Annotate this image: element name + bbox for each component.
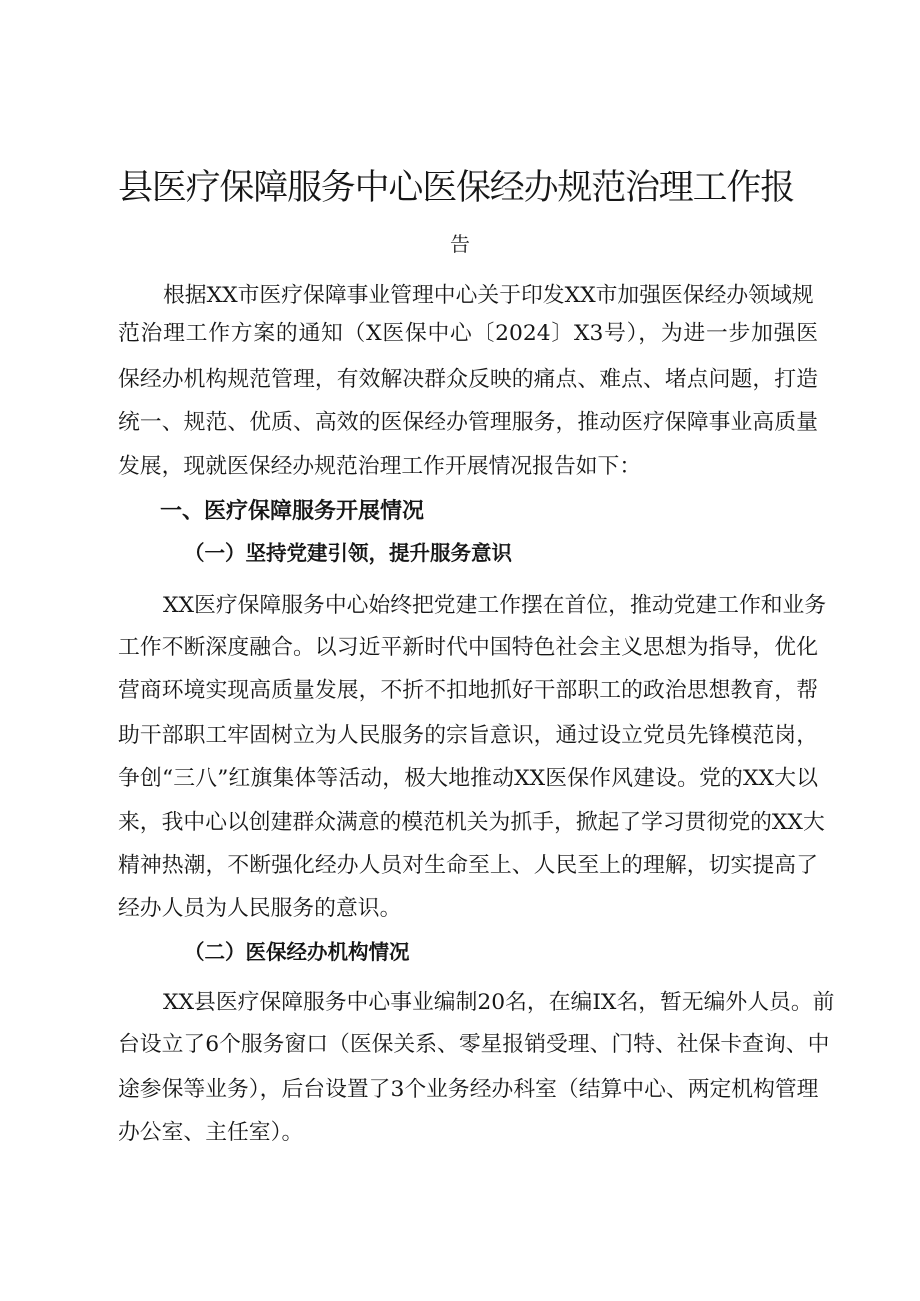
document-title-continuation: 告 [450, 232, 470, 256]
paragraph-line: 精神热潮，不断强化经办人员对生命至上、人民至上的理解，切实提高了 [118, 853, 818, 878]
paragraph-line: 途参保等业务），后台设置了3个业务经办科室（结算中心、两定机构管理 [118, 1077, 819, 1102]
paragraph-line: 工作不断深度融合。以习近平新时代中国特色社会主义思想为指导，优化 [118, 635, 818, 660]
paragraph-line: 台设立了6个服务窗口（医保关系、零星报销受理、门特、社保卡查询、中 [118, 1032, 830, 1057]
paragraph-line: XX医疗保障服务中心始终把党建工作摆在首位，推动党建工作和业务 [163, 593, 827, 618]
section-heading: 一、医疗保障服务开展情况 [160, 499, 425, 524]
paragraph-line: XX县医疗保障服务中心事业编制20名，在编IX名，暂无编外人员。前 [163, 990, 835, 1015]
paragraph-line: 助干部职工牢固树立为人民服务的宗旨意识，通过设立党员先锋模范岗， [118, 723, 818, 748]
paragraph-line: 根据XX市医疗保障事业管理中心关于印发XX市加强医保经办领域规 [163, 283, 814, 308]
paragraph-line: 统一、规范、优质、高效的医保经办管理服务，推动医疗保障事业高质量 [118, 410, 818, 435]
paragraph-line: 发展，现就医保经办规范治理工作开展情况报告如下： [118, 454, 642, 479]
paragraph-line: 经办人员为人民服务的意识。 [118, 896, 402, 921]
subsection-heading: （二）医保经办机构情况 [184, 940, 410, 964]
document-title: 县医疗保障服务中心医保经办规范治理工作报 [118, 168, 795, 208]
paragraph-line: 保经办机构规范管理，有效解决群众反映的痛点、难点、堵点问题，打造 [118, 367, 818, 392]
paragraph-line: 范治理工作方案的通知（X医保中心〔2024〕X3号），为进一步加强医 [118, 321, 818, 346]
paragraph-line: 来，我中心以创建群众满意的模范机关为抓手，掀起了学习贯彻党的XX大 [118, 810, 825, 835]
paragraph-line: 营商环境实现高质量发展，不折不扣地抓好干部职工的政治思想教育，帮 [118, 678, 818, 703]
paragraph-line: 争创“三八”红旗集体等活动，极大地推动XX医保作风建设。党的XX大以 [118, 766, 818, 791]
paragraph-line: 办公室、主任室）。 [118, 1120, 304, 1145]
subsection-heading: （一）坚持党建引领，提升服务意识 [184, 541, 512, 565]
